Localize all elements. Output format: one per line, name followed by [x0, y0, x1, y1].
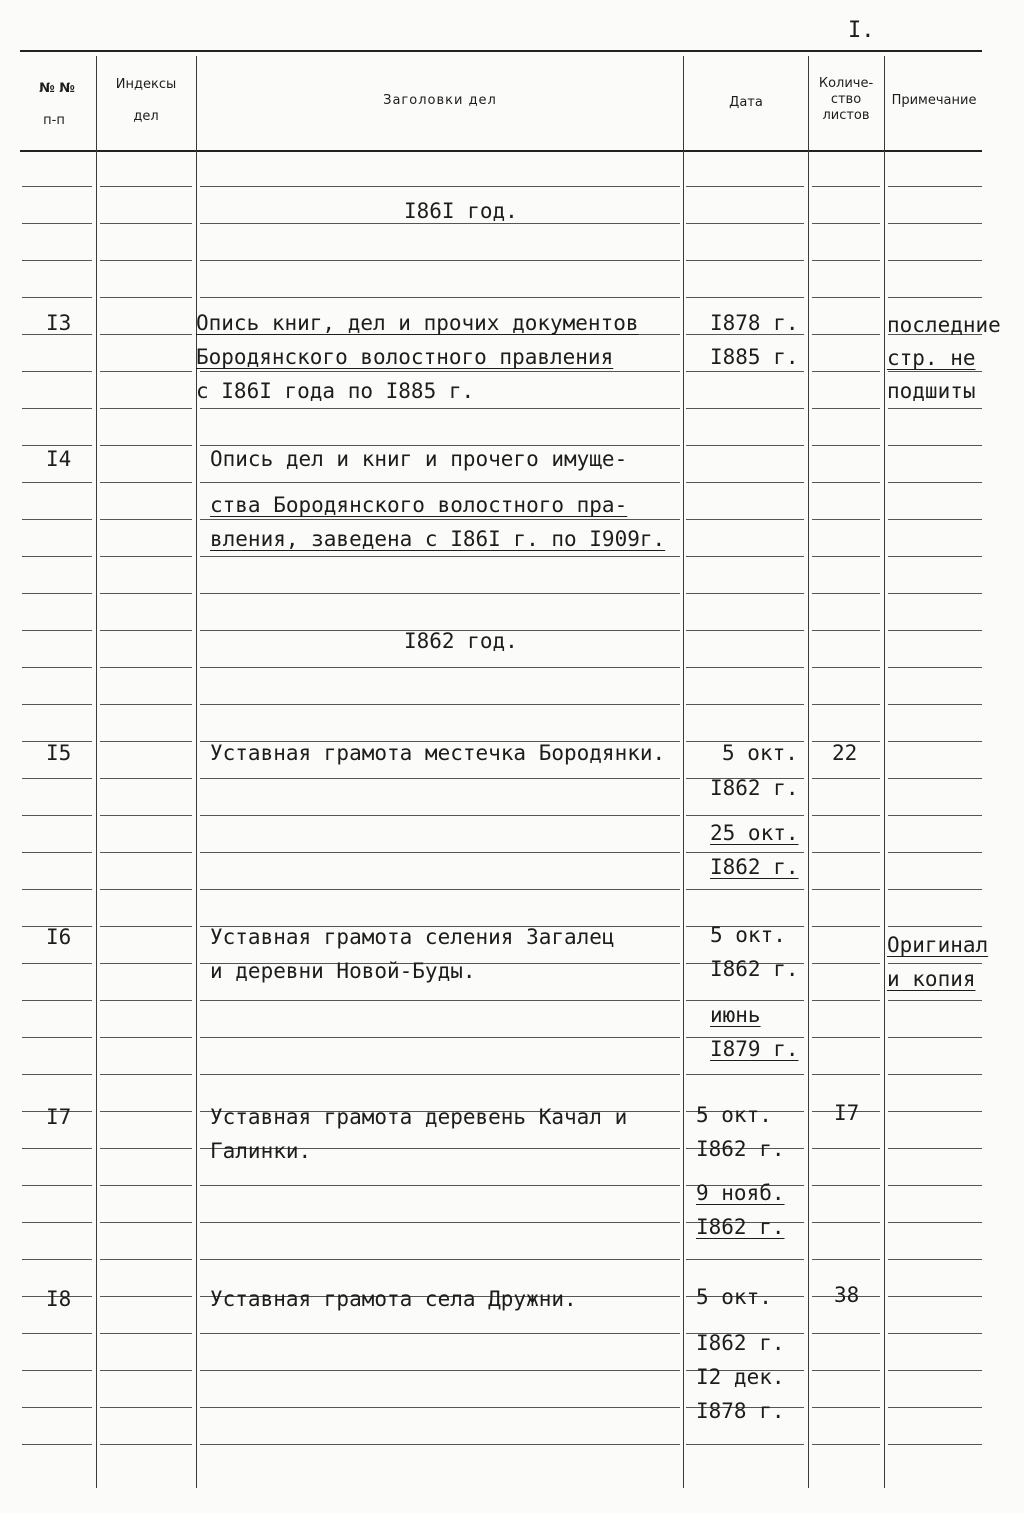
ruled-line-segment	[200, 852, 680, 853]
ruled-line-segment	[812, 1259, 880, 1260]
ruled-line-segment	[200, 260, 680, 261]
record-title-line: и деревни Новой-Буды.	[210, 959, 476, 983]
ruled-line-segment	[22, 1407, 92, 1408]
ruled-line-segment	[686, 852, 804, 853]
ruled-line-segment	[812, 186, 880, 187]
record-title-line: Уставная грамота селения Загалец	[210, 925, 615, 949]
header-count: Количе- ство листов	[818, 76, 874, 123]
ruled-line-segment	[100, 186, 192, 187]
record-date-line: I878 г.	[696, 1399, 785, 1423]
ruled-line-segment	[888, 667, 982, 668]
ruled-line-segment	[888, 852, 982, 853]
ruled-line-segment	[100, 630, 192, 631]
ruled-line-segment	[812, 1407, 880, 1408]
ruled-line-segment	[22, 1185, 92, 1186]
ruled-line-segment	[686, 556, 804, 557]
ruled-line-segment	[812, 630, 880, 631]
header-index-sub: дел	[133, 109, 159, 124]
ruled-line-segment	[888, 408, 982, 409]
record-date-line: I862 г.	[710, 776, 799, 800]
ruled-line-segment	[686, 593, 804, 594]
ruled-line-segment	[22, 1000, 92, 1001]
record-title-line: Галинки.	[210, 1139, 312, 1163]
record-date-line: I862 г.	[696, 1137, 785, 1161]
ruled-line-segment	[812, 297, 880, 298]
ruled-line-segment	[100, 1037, 192, 1038]
record-title-line: Опись дел и книг и прочего имуще-	[210, 447, 628, 471]
ruled-line-segment	[100, 371, 192, 372]
section-year-1861: I86I год.	[404, 199, 518, 223]
ruled-line-segment	[888, 186, 982, 187]
ruled-line-segment	[200, 815, 680, 816]
ruled-line-segment	[100, 889, 192, 890]
ruled-line-segment	[100, 667, 192, 668]
ruled-line-segment	[200, 667, 680, 668]
ruled-line-segment	[22, 963, 92, 964]
ruled-line-segment	[100, 334, 192, 335]
ruled-line-segment	[686, 889, 804, 890]
ruled-line-segment	[812, 963, 880, 964]
header-bottom-line	[20, 150, 982, 152]
ruled-line-segment	[888, 519, 982, 520]
ruled-line-segment	[22, 1370, 92, 1371]
ruled-line-segment	[200, 1407, 680, 1408]
record-title-line: Опись книг, дел и прочих документов	[196, 311, 639, 335]
ruled-line-segment	[812, 889, 880, 890]
ruled-line-segment	[888, 1370, 982, 1371]
ruled-line-segment	[200, 519, 680, 520]
ruled-line-segment	[22, 593, 92, 594]
ruled-line-segment	[686, 519, 804, 520]
ruled-line-segment	[22, 260, 92, 261]
column-divider-3	[683, 56, 684, 1488]
ruled-line-segment	[888, 1333, 982, 1334]
record-num: I8	[46, 1287, 72, 1311]
ruled-line-segment	[22, 186, 92, 187]
ruled-line-segment	[888, 704, 982, 705]
ruled-line-segment	[200, 1037, 680, 1038]
ruled-line-segment	[22, 223, 92, 224]
ruled-line-segment	[100, 1444, 192, 1445]
ruled-line-segment	[888, 260, 982, 261]
ruled-line-segment	[100, 1407, 192, 1408]
ruled-line-segment	[22, 889, 92, 890]
ruled-line-segment	[812, 778, 880, 779]
ruled-line-segment	[888, 593, 982, 594]
ruled-line-segment	[686, 630, 804, 631]
ruled-line-segment	[812, 1037, 880, 1038]
ruled-line-segment	[686, 260, 804, 261]
record-count: 22	[832, 741, 858, 765]
ruled-line-segment	[200, 593, 680, 594]
ruled-line-segment	[888, 445, 982, 446]
ruled-line-segment	[812, 334, 880, 335]
record-count: 38	[834, 1283, 860, 1307]
ruled-line-segment	[100, 445, 192, 446]
column-divider-4	[808, 56, 809, 1488]
ruled-line-segment	[100, 1148, 192, 1149]
ruled-line-segment	[812, 556, 880, 557]
ruled-line-segment	[100, 1370, 192, 1371]
ruled-line-segment	[100, 1259, 192, 1260]
column-divider-1	[96, 56, 97, 1488]
header-num: № №	[39, 81, 75, 96]
ruled-line-segment	[686, 1074, 804, 1075]
ruled-line-segment	[812, 593, 880, 594]
ruled-line-segment	[22, 1333, 92, 1334]
record-title-line: Уставная грамота села Дружни.	[210, 1287, 577, 1311]
ruled-line-segment	[686, 704, 804, 705]
ruled-line-segment	[200, 186, 680, 187]
ruled-line-segment	[22, 297, 92, 298]
ruled-line-segment	[888, 1037, 982, 1038]
ruled-line-segment	[100, 1333, 192, 1334]
ruled-line-segment	[22, 1148, 92, 1149]
header-index: Индексы	[115, 77, 177, 92]
ruled-line-segment	[888, 1444, 982, 1445]
ruled-line-segment	[100, 815, 192, 816]
ruled-line-segment	[812, 1222, 880, 1223]
ruled-line-segment	[22, 630, 92, 631]
ruled-line-segment	[812, 445, 880, 446]
ruled-line-segment	[888, 1185, 982, 1186]
ruled-line-segment	[888, 1000, 982, 1001]
page-number: I.	[848, 18, 875, 43]
record-num: I7	[46, 1105, 72, 1129]
record-title-line: Уставная грамота местечка Бородянки.	[210, 741, 666, 765]
ruled-line-segment	[22, 852, 92, 853]
ruled-line-segment	[812, 223, 880, 224]
ruled-line-segment	[812, 667, 880, 668]
ruled-line-segment	[812, 1148, 880, 1149]
record-date-line: 5 окт.	[710, 923, 786, 947]
record-date-line: 5 окт.	[722, 741, 798, 765]
ruled-line-segment	[812, 1333, 880, 1334]
ruled-line-segment	[888, 1407, 982, 1408]
ruled-line-segment	[22, 704, 92, 705]
record-num: I4	[46, 447, 72, 471]
ruled-line-segment	[812, 852, 880, 853]
ruled-line-segment	[200, 778, 680, 779]
header-title: Заголовки дел	[383, 93, 497, 108]
ruled-line-segment	[22, 482, 92, 483]
ruled-line-segment	[812, 371, 880, 372]
ruled-line-segment	[686, 1259, 804, 1260]
ruled-line-segment	[200, 1185, 680, 1186]
record-title-line: ства Бородянского волостного пра-	[210, 493, 628, 517]
record-date-line: I878 г.	[710, 311, 799, 335]
ruled-line-segment	[100, 482, 192, 483]
record-count: I7	[834, 1101, 860, 1125]
record-note-line: и копия	[887, 967, 976, 991]
ruled-line-segment	[888, 963, 982, 964]
ruled-line-segment	[22, 1074, 92, 1075]
ruled-line-segment	[200, 297, 680, 298]
record-date-line: I862 г.	[696, 1331, 785, 1355]
column-divider-5	[884, 56, 885, 1488]
ruled-line-segment	[686, 445, 804, 446]
ruled-line-segment	[22, 815, 92, 816]
record-date-line: 9 нояб.	[696, 1181, 785, 1205]
ruled-line-segment	[22, 1037, 92, 1038]
table-top-line	[20, 50, 982, 52]
header-note: Примечание	[891, 93, 977, 108]
ruled-line-segment	[22, 667, 92, 668]
ruled-line-segment	[200, 704, 680, 705]
ruled-line-segment	[22, 1259, 92, 1260]
ruled-line-segment	[100, 778, 192, 779]
ruled-line-segment	[100, 297, 192, 298]
record-date-line: I862 г.	[710, 855, 799, 879]
record-date-line: 25 окт.	[710, 821, 799, 845]
ruled-line-segment	[200, 1074, 680, 1075]
ruled-line-segment	[888, 482, 982, 483]
ruled-line-segment	[22, 519, 92, 520]
record-date-line: I2 дек.	[696, 1365, 785, 1389]
ruled-line-segment	[686, 223, 804, 224]
ruled-line-segment	[200, 482, 680, 483]
ruled-line-segment	[200, 889, 680, 890]
ruled-line-segment	[686, 297, 804, 298]
ruled-line-segment	[200, 1000, 680, 1001]
ruled-line-segment	[812, 1074, 880, 1075]
record-title-line: Бородянского волостного правления	[196, 345, 614, 369]
ruled-line-segment	[22, 778, 92, 779]
record-date-line: I862 г.	[696, 1215, 785, 1239]
ruled-line-segment	[888, 1074, 982, 1075]
ruled-line-segment	[22, 1222, 92, 1223]
ruled-line-segment	[100, 1000, 192, 1001]
record-title-line: с I86I года по I885 г.	[196, 379, 475, 403]
record-date-line: I879 г.	[710, 1037, 799, 1061]
ruled-line-segment	[200, 1259, 680, 1260]
ruled-line-segment	[22, 1444, 92, 1445]
ruled-line-segment	[100, 408, 192, 409]
ruled-line-segment	[812, 1000, 880, 1001]
record-note-line: Оригинал	[887, 933, 989, 957]
record-note-line: подшиты	[887, 379, 976, 403]
ruled-line-segment	[100, 926, 192, 927]
ruled-line-segment	[888, 741, 982, 742]
ruled-line-segment	[200, 408, 680, 409]
section-year-1862: I862 год.	[404, 629, 518, 653]
ruled-line-segment	[686, 815, 804, 816]
ruled-line-segment	[888, 889, 982, 890]
ruled-line-segment	[812, 1444, 880, 1445]
ruled-line-segment	[888, 1259, 982, 1260]
ruled-line-segment	[100, 1111, 192, 1112]
header-num-sub: п-п	[43, 113, 65, 128]
ruled-line-segment	[812, 519, 880, 520]
ruled-line-segment	[812, 408, 880, 409]
ruled-line-segment	[888, 1111, 982, 1112]
ruled-line-segment	[100, 556, 192, 557]
ruled-line-segment	[888, 297, 982, 298]
ruled-line-segment	[200, 1444, 680, 1445]
record-note-line: стр. не	[887, 346, 976, 370]
record-date-line: июнь	[710, 1003, 761, 1027]
ruled-line-segment	[888, 1296, 982, 1297]
ruled-line-segment	[812, 482, 880, 483]
ruled-line-segment	[100, 704, 192, 705]
ruled-line-segment	[100, 519, 192, 520]
record-num: I5	[46, 741, 72, 765]
record-num: I6	[46, 925, 72, 949]
ruled-line-segment	[888, 1148, 982, 1149]
record-num: I3	[46, 311, 72, 335]
ruled-line-segment	[100, 1185, 192, 1186]
ruled-line-segment	[812, 926, 880, 927]
ruled-line-segment	[888, 815, 982, 816]
ruled-line-segment	[888, 1222, 982, 1223]
ruled-line-segment	[100, 741, 192, 742]
ruled-line-segment	[686, 667, 804, 668]
ruled-line-segment	[22, 556, 92, 557]
ruled-line-segment	[200, 1370, 680, 1371]
ruled-line-segment	[200, 1333, 680, 1334]
ruled-line-segment	[100, 963, 192, 964]
record-title-line: Уставная грамота деревень Качал и	[210, 1105, 628, 1129]
record-date-line: 5 окт.	[696, 1285, 772, 1309]
ruled-line-segment	[100, 1074, 192, 1075]
ruled-line-segment	[100, 852, 192, 853]
ruled-line-segment	[200, 1222, 680, 1223]
ruled-line-segment	[100, 593, 192, 594]
ruled-line-segment	[200, 556, 680, 557]
ruled-line-segment	[888, 223, 982, 224]
ruled-line-segment	[888, 556, 982, 557]
ruled-line-segment	[100, 1222, 192, 1223]
ruled-line-segment	[686, 186, 804, 187]
ruled-line-segment	[888, 778, 982, 779]
ruled-line-segment	[22, 371, 92, 372]
ruled-line-segment	[812, 1185, 880, 1186]
ruled-line-segment	[888, 630, 982, 631]
ruled-line-segment	[686, 408, 804, 409]
ruled-line-segment	[888, 926, 982, 927]
column-divider-2	[196, 56, 197, 1488]
record-date-line: I862 г.	[710, 957, 799, 981]
ruled-line-segment	[100, 260, 192, 261]
ruled-line-segment	[686, 482, 804, 483]
ruled-line-segment	[812, 815, 880, 816]
ruled-line-segment	[812, 1370, 880, 1371]
record-note-line: последние	[887, 313, 1001, 337]
ruled-line-segment	[686, 1444, 804, 1445]
ruled-line-segment	[22, 408, 92, 409]
ruled-line-segment	[200, 371, 680, 372]
record-date-line: 5 окт.	[696, 1103, 772, 1127]
record-date-line: I885 г.	[710, 345, 799, 369]
header-date: Дата	[729, 95, 763, 110]
ruled-line-segment	[686, 1000, 804, 1001]
ruled-line-segment	[100, 1296, 192, 1297]
record-title-line: вления, заведена с I86I г. по I909г.	[210, 527, 666, 551]
ruled-line-segment	[888, 371, 982, 372]
ruled-line-segment	[100, 223, 192, 224]
ruled-line-segment	[812, 704, 880, 705]
ruled-line-segment	[812, 260, 880, 261]
ruled-line-segment	[686, 371, 804, 372]
